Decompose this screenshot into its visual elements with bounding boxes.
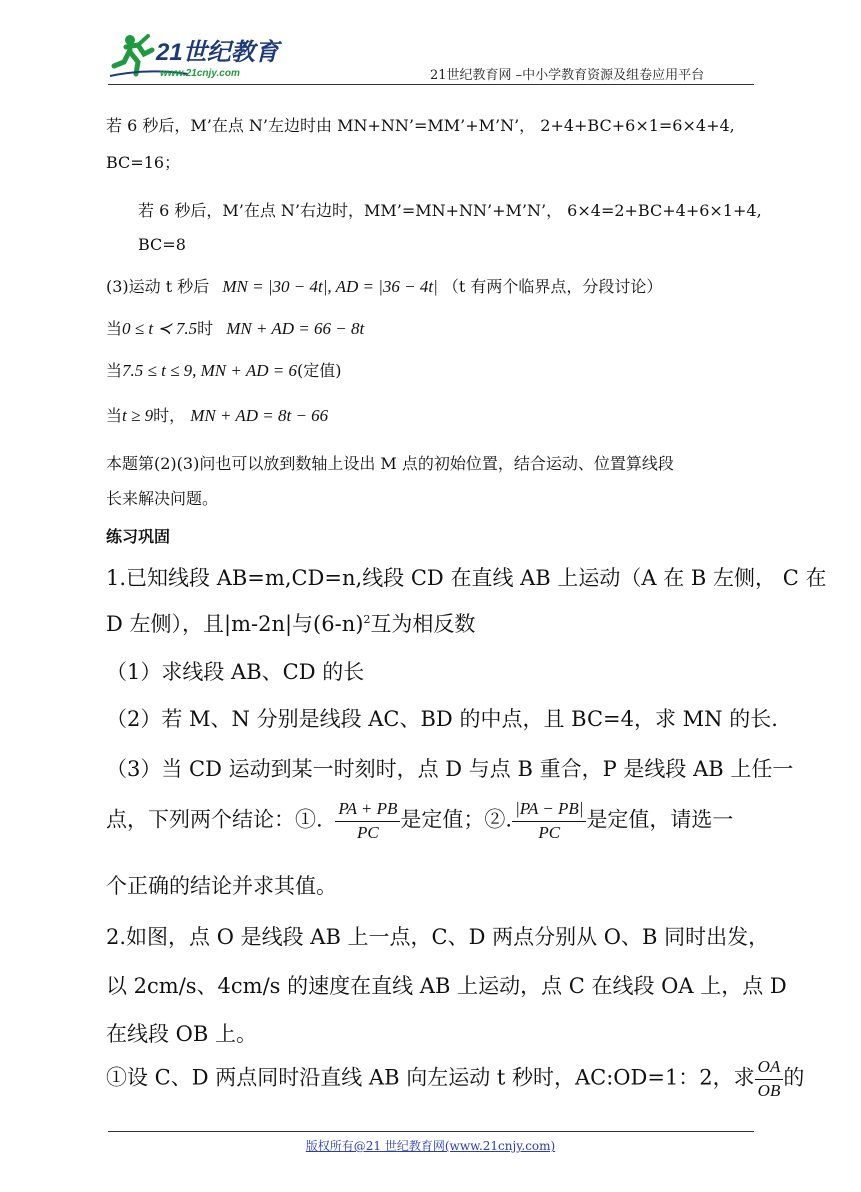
problem-2-line-3: 在线段 OB 上。: [106, 1022, 257, 1046]
header-divider: [108, 84, 754, 85]
logo-url-text: www.21cnjy.com: [160, 68, 240, 79]
fraction-3-denominator: OB: [757, 1080, 781, 1100]
problem-2-line-4-post: 的: [783, 1065, 805, 1090]
question-3-post: 是定值，请选一: [586, 807, 734, 832]
case-line-3: [106, 403, 328, 426]
note-line-1: 本题第(2)(3)问也可以放到数轴上设出 M 点的初始位置，结合运动、位置算线段: [106, 454, 674, 473]
question-1: （1）求线段 AB、CD 的长: [106, 660, 365, 684]
line-5-prefix: (3)运动 t 秒后: [106, 277, 210, 296]
solution-line-1: 若 6 秒后，M’在点 N’左边时由 MN+NN’=MM’+M’N’， 2+4+BC+6×1=6×4+4,: [106, 116, 735, 135]
footer-copyright-link[interactable]: 版权所有@21 世纪教育网(www.21cnjy.com): [305, 1139, 556, 1153]
case-3-prefix: 当: [106, 406, 123, 425]
question-3-mid: 是定值；②.: [400, 807, 513, 832]
fraction-3-numerator: OA: [755, 1058, 784, 1080]
note-line-2: 长来解决问题。: [106, 489, 219, 508]
fraction-2-denominator: PC: [538, 822, 561, 842]
case-3-condition: t ≥ 9: [122, 406, 154, 425]
question-2: （2）若 M、N 分别是线段 AC、BD 的中点，且 BC=4，求 MN 的长.: [106, 707, 778, 731]
problem-2-line-2: 以 2cm/s、4cm/s 的速度在直线 AB 上运动，点 C 在线段 OA 上，点 D: [106, 974, 787, 998]
solution-line-4: BC=8: [138, 235, 186, 254]
case-1-condition: 0 ≤ t ≺ 7.5: [122, 319, 198, 338]
problem-2-line-4: [106, 1058, 804, 1100]
fraction-1-numerator: PA + PB: [335, 800, 400, 822]
problem-2-line-1: 2.如图，点 O 是线段 AB 上一点，C、D 两点分别从 O、B 同时出发，: [106, 925, 770, 949]
fraction-1: [335, 800, 400, 842]
solution-line-2: BC=16；: [106, 153, 181, 172]
question-3-line-3: 个正确的结论并求其值。: [106, 874, 337, 898]
site-logo: [108, 30, 288, 82]
case-2-formula: 7.5 ≤ t ≤ 9, MN + AD = 6: [122, 361, 297, 380]
fraction-3: [755, 1058, 784, 1100]
problem-1-line-1: 1.已知线段 AB=m,CD=n,线段 CD 在直线 AB 上运动（A 在 B 左侧， C 在: [106, 566, 827, 590]
case-2-prefix: 当: [106, 361, 123, 380]
case-1-result: MN + AD = 66 − 8t: [226, 319, 365, 338]
solution-line-3: 若 6 秒后，M’在点 N’右边时，MM’=MN+NN’+M’N’， 6×4=2+BC+4+6×1+4,: [138, 201, 762, 220]
section-title: 练习巩固: [106, 527, 171, 546]
case-1-prefix: 当: [106, 319, 123, 338]
case-3-mid: 时，: [153, 406, 186, 425]
question-3-pre: 点，下列两个结论：①.: [106, 807, 323, 832]
problem-1-line-2-post: 互为相反数: [370, 612, 476, 636]
fraction-1-denominator: PC: [357, 822, 379, 842]
fraction-2-numerator: |PA − PB|: [512, 800, 586, 822]
case-line-2: [106, 358, 341, 381]
footer-divider: [108, 1131, 754, 1132]
case-line-1: [106, 316, 364, 339]
runner-logo-icon: [108, 30, 288, 82]
question-3-line-1: （3）当 CD 运动到某一时刻时，点 D 与点 B 重合，P 是线段 AB 上任一: [106, 757, 794, 781]
solution-line-5: [106, 274, 662, 297]
problem-2-line-4-pre: ①设 C、D 两点同时沿直线 AB 向左运动 t 秒时，AC:OD=1：2，求: [106, 1065, 755, 1090]
problem-1-exponent: 2: [363, 613, 371, 626]
problem-1-line-2: [106, 608, 475, 638]
fraction-2: [512, 800, 586, 842]
line-5-formula: MN = |30 − 4t|, AD = |36 − 4t|: [222, 277, 438, 296]
case-1-mid: 时: [197, 319, 214, 338]
problem-1-line-2-pre: D 左侧），且|m-2n|与(6-n): [106, 612, 364, 636]
logo-main-text: 21世纪教育: [156, 39, 279, 66]
line-5-suffix: （t 有两个临界点，分段讨论）: [442, 277, 663, 296]
case-2-suffix: (定值): [296, 361, 342, 380]
header-site-title: 21世纪教育网 –中小学教育资源及组卷应用平台: [430, 68, 705, 83]
case-3-result: MN + AD = 8t − 66: [190, 406, 329, 425]
question-3-line-2: [106, 800, 733, 842]
